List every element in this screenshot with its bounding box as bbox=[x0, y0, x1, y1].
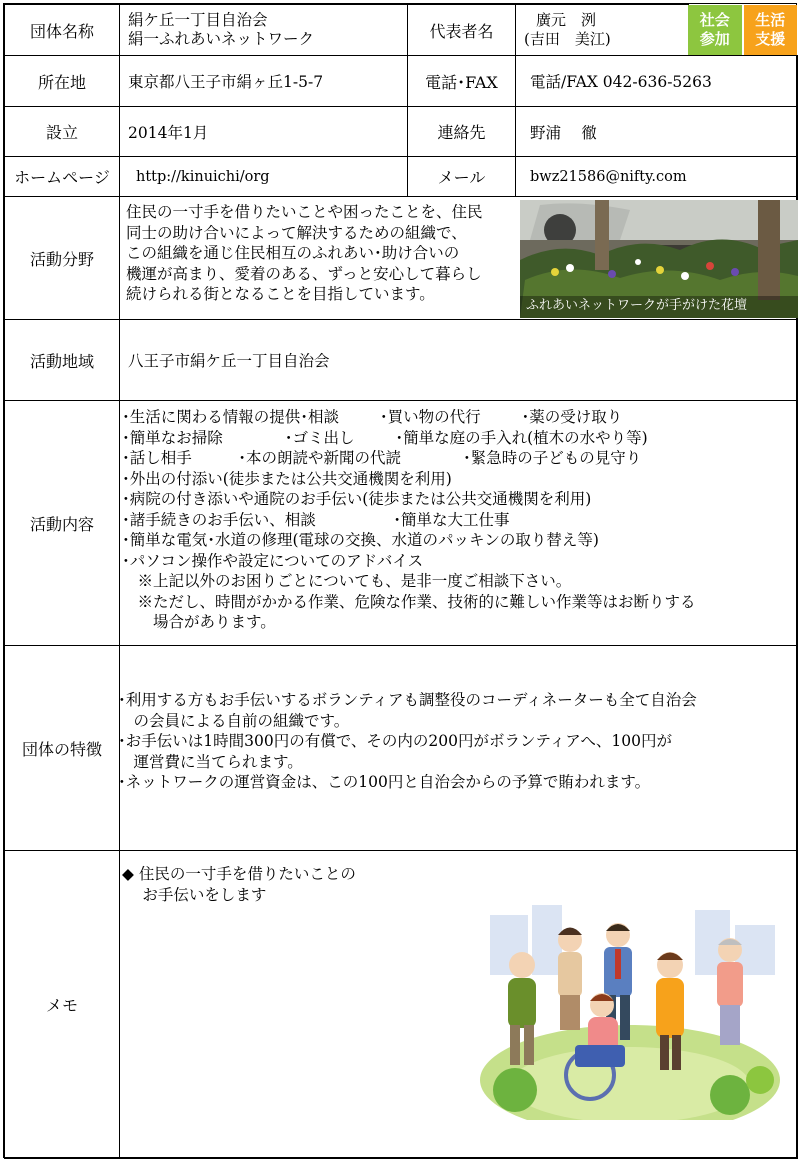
feature-item: ･利用する方もお手伝いするボランティアも調整役のコーディネーターも全て自治会 bbox=[118, 691, 697, 709]
rep-label-text: 代表者名 bbox=[429, 21, 494, 41]
activity-item: ･諸手続きのお手伝い、相談 ･簡単な大工仕事 bbox=[122, 510, 510, 529]
field-description bbox=[120, 197, 516, 305]
address-value bbox=[119, 55, 408, 107]
features-label-text: 団体の特徴 bbox=[21, 739, 102, 759]
activity-item: ･簡単なお掃除 ･ゴミ出し ･簡単な庭の手入れ(植木の水やり等) bbox=[122, 428, 648, 447]
memo-label-text: メモ bbox=[45, 996, 78, 1015]
mail-value bbox=[515, 156, 798, 197]
flowerbed-photo bbox=[520, 200, 798, 318]
badge-life-support bbox=[744, 5, 798, 55]
mail-label-text: メール bbox=[437, 168, 486, 187]
homepage-value bbox=[119, 156, 408, 197]
features-list bbox=[118, 690, 788, 793]
badge-life-line1: 生活 bbox=[755, 11, 786, 29]
address-label-text: 所在地 bbox=[37, 72, 86, 92]
contact-label-text: 連絡先 bbox=[437, 123, 486, 142]
activity-item: ･外出の付添い(徒歩または公共交通機関を利用) bbox=[122, 469, 452, 488]
mail-text: bwz21586@nifty.com bbox=[530, 168, 687, 185]
homepage-link: http://kinuichi/org bbox=[136, 168, 270, 185]
memo-label bbox=[4, 850, 120, 1159]
homepage-label-text: ホームページ bbox=[14, 168, 110, 187]
activity-note: 場合があります。 bbox=[122, 613, 276, 631]
phone-label bbox=[407, 55, 516, 107]
phone-label-text: 電話･FAX bbox=[425, 72, 498, 92]
rep-name-line1: 廣元 洌 bbox=[536, 11, 597, 29]
area-value bbox=[119, 319, 798, 401]
field-line: 機運が高まり、愛着のある、ずっと安心して暮らし bbox=[126, 264, 482, 283]
badge-social-participation bbox=[688, 5, 742, 55]
rep-label bbox=[407, 4, 516, 56]
field-line: 住民の一寸手を借りたいことや困ったことを、住民 bbox=[126, 203, 483, 221]
activity-item: ･病院の付き添いや通院のお手伝い(徒歩または公共交通機関を利用) bbox=[122, 490, 592, 508]
homepage-label bbox=[4, 156, 120, 197]
phone-value bbox=[515, 55, 798, 107]
memo-text bbox=[122, 864, 356, 906]
activity-note: ※ただし、時間がかかる作業、危険な作業、技術的に難しい作業等はお断りする bbox=[122, 592, 696, 611]
address-label bbox=[4, 55, 120, 107]
mail-label bbox=[407, 156, 516, 197]
activities-label bbox=[4, 400, 120, 646]
org-name-line2: 絹一ふれあいネットワーク bbox=[128, 30, 315, 48]
category-badges bbox=[688, 5, 797, 55]
field-label-text: 活動分野 bbox=[29, 249, 94, 269]
helpers-illustration bbox=[480, 905, 786, 1120]
helpers-illustration-image bbox=[480, 905, 786, 1120]
rep-name-value bbox=[515, 4, 689, 56]
field-label bbox=[4, 196, 120, 320]
area-label bbox=[4, 319, 120, 401]
activity-item: ･パソコン操作や設定についてのアドバイス bbox=[122, 551, 424, 570]
address-text: 東京都八王子市絹ヶ丘1-5-7 bbox=[128, 73, 324, 91]
activities-list bbox=[122, 407, 792, 633]
org-name-label bbox=[4, 4, 120, 56]
badge-life-line2: 支援 bbox=[755, 30, 786, 48]
memo-line2: お手伝いをします bbox=[122, 886, 267, 904]
phone-text: 電話/FAX 042-636-5263 bbox=[530, 73, 712, 91]
badge-social-line1: 社会 bbox=[699, 11, 730, 29]
feature-item: ･ネットワークの運営資金は、この100円と自治会からの予算で賄われます。 bbox=[118, 773, 651, 791]
contact-label bbox=[407, 106, 516, 157]
founded-label-text: 設立 bbox=[45, 123, 78, 142]
founded-value bbox=[119, 106, 408, 157]
features-label bbox=[4, 645, 120, 851]
founded-text: 2014年1月 bbox=[128, 123, 209, 142]
contact-value bbox=[515, 106, 798, 157]
activity-item: ･話し相手 ･本の朗読や新聞の代読 ･緊急時の子どもの見守り bbox=[122, 449, 642, 467]
founded-label bbox=[4, 106, 120, 157]
feature-item: の会員による自前の組織です。 bbox=[118, 711, 350, 730]
area-label-text: 活動地域 bbox=[29, 351, 94, 371]
contact-text: 野浦 徹 bbox=[530, 123, 597, 142]
field-line: 続けられる街となることを目指しています。 bbox=[126, 285, 435, 303]
photo-caption: ふれあいネットワークが手がけた花壇 bbox=[526, 298, 748, 313]
activity-item: ･簡単な電気･水道の修理(電球の交換、水道のパッキンの取り替え等) bbox=[122, 531, 599, 549]
field-line: この組織を通じ住民相互のふれあい･助け合いの bbox=[126, 244, 460, 262]
badge-social-line2: 参加 bbox=[699, 30, 730, 48]
field-line: 同士の助け合いによって解決するための組織で、 bbox=[126, 223, 467, 242]
activities-label-text: 活動内容 bbox=[29, 514, 94, 534]
org-name-value bbox=[119, 4, 408, 56]
activity-item: ･生活に関わる情報の提供･相談 ･買い物の代行 ･薬の受け取り bbox=[122, 408, 623, 426]
feature-item: 運営費に当てられます。 bbox=[118, 752, 303, 771]
activity-note: ※上記以外のお困りごとについても、是非一度ご相談下さい。 bbox=[122, 572, 572, 590]
rep-name-line2: (吉田 美江) bbox=[524, 30, 611, 48]
feature-item: ･お手伝いは1時間300円の有償で、その内の200円がボランティアへ、100円が bbox=[118, 732, 673, 750]
area-text: 八王子市絹ケ丘一丁目自治会 bbox=[128, 352, 330, 370]
org-name-line1: 絹ケ丘一丁目自治会 bbox=[128, 11, 268, 29]
memo-line1: ◆ 住民の一寸手を借りたいことの bbox=[122, 865, 356, 883]
org-name-label-text: 団体名称 bbox=[29, 21, 94, 41]
